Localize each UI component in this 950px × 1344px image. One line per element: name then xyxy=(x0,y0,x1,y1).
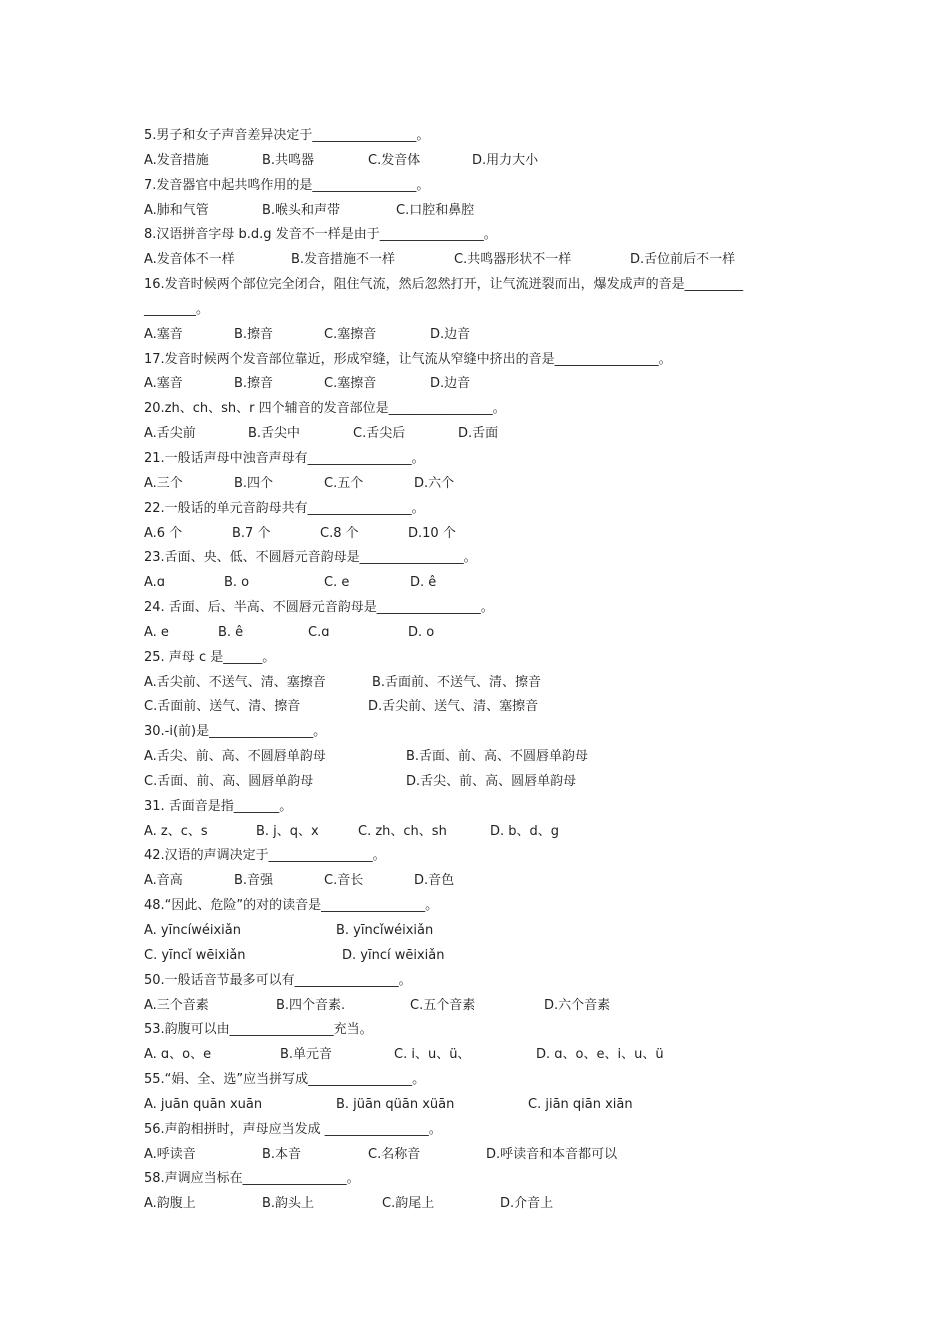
answer-option: A.6 个 xyxy=(144,525,183,541)
answer-option: A.音高 xyxy=(144,873,183,889)
question-text: 5.男子和女子声音差异决定于________________。 xyxy=(144,128,430,143)
answer-option: B.舌面前、不送气、清、擦音 xyxy=(372,674,542,690)
answer-option: C. i、u、ü、 xyxy=(394,1047,471,1063)
question-text: 20.zh、ch、sh、r 四个辅音的发音部位是________________。 xyxy=(144,401,506,417)
answer-option: A.发音体不一样 xyxy=(144,252,235,268)
answer-option: A. e xyxy=(144,624,169,640)
question-text: 17.发音时候两个发音部位靠近，形成窄缝，让气流从窄缝中挤出的音是________________。 xyxy=(144,351,672,367)
answer-options xyxy=(144,571,824,596)
answer-options xyxy=(144,944,824,969)
answer-option: D. yīncí wēixiǎn xyxy=(342,947,445,963)
answer-options xyxy=(144,472,824,497)
question-text: 21.一般话声母中浊音声母有________________。 xyxy=(144,450,425,466)
answer-option: D.边音 xyxy=(430,376,471,392)
answer-options xyxy=(144,994,824,1019)
answer-options xyxy=(144,621,824,646)
answer-options xyxy=(144,770,824,795)
answer-option: A.呼读音 xyxy=(144,1146,196,1162)
answer-option: B.擦音 xyxy=(234,376,274,392)
answer-options xyxy=(144,1192,824,1217)
answer-option: D.音色 xyxy=(414,873,455,889)
answer-option: B.喉头和声带 xyxy=(262,202,341,218)
answer-option: B.音强 xyxy=(234,873,274,889)
question-text: 8.汉语拼音字母 b.d.g 发音不一样是由于________________。 xyxy=(144,227,497,243)
answer-option: D.介音上 xyxy=(500,1196,554,1212)
answer-option: C.ɑ xyxy=(308,624,330,640)
question-continuation: ________。 xyxy=(144,301,210,317)
answer-options xyxy=(144,248,824,273)
answer-option: D.舌面 xyxy=(458,426,499,442)
question-text: 22.一般话的单元音韵母共有________________。 xyxy=(144,500,425,516)
question-text: 48.“因此、危险”的对的读音是________________。 xyxy=(144,898,439,914)
answer-option: D.10 个 xyxy=(408,525,456,541)
answer-option: C.8 个 xyxy=(320,525,359,541)
answer-option: B.舌尖中 xyxy=(248,426,301,442)
answer-option: D. ɑ、o、e、i、u、ü xyxy=(536,1047,664,1063)
question-text: 55.“娟、全、选”应当拼写成________________。 xyxy=(144,1072,426,1088)
answer-option: A.发音措施 xyxy=(144,152,209,168)
answer-option: D.六个 xyxy=(414,475,455,491)
answer-options xyxy=(144,199,824,224)
question-text: 56.声韵相拼时，声母应当发成 ________________。 xyxy=(144,1121,442,1137)
answer-option: A.ɑ xyxy=(144,575,166,591)
question-text: 7.发音器官中起共鸣作用的是________________。 xyxy=(144,177,430,193)
answer-option: B.韵头上 xyxy=(262,1196,315,1212)
answer-option: B.发音措施不一样 xyxy=(291,252,396,268)
answer-option: B. j、q、x xyxy=(256,823,319,839)
answer-option: D.舌位前后不一样 xyxy=(630,252,736,268)
question-text: 30.-i(前)是________________。 xyxy=(144,724,327,740)
answer-option: C.共鸣器形状不一样 xyxy=(454,252,572,268)
answer-options xyxy=(144,919,824,944)
question-text: 16.发音时候两个部位完全闭合，阻住气流，然后忽然打开，让气流迸裂而出，爆发成声的音是_________ xyxy=(144,277,744,293)
answer-options xyxy=(144,372,824,397)
answer-option: A.三个音素 xyxy=(144,997,209,1013)
answer-option: C.韵尾上 xyxy=(382,1196,435,1212)
answer-options xyxy=(144,1043,824,1068)
answer-option: D.六个音素 xyxy=(544,997,611,1013)
question-text: 42.汉语的声调决定于________________。 xyxy=(144,848,386,864)
answer-option: A.舌尖前 xyxy=(144,426,196,442)
answer-option: C.名称音 xyxy=(368,1146,421,1162)
question-text: 53.韵腹可以由________________充当。 xyxy=(144,1022,373,1038)
question-text: 50.一般话音节最多可以有________________。 xyxy=(144,972,412,988)
answer-options xyxy=(144,745,824,770)
answer-option: B.四个 xyxy=(234,475,274,491)
answer-option: A. z、c、s xyxy=(144,823,208,839)
answer-option: C.五个音素 xyxy=(410,997,476,1013)
answer-option: C.塞擦音 xyxy=(324,326,377,342)
answer-option: B.舌面、前、高、不圆唇单韵母 xyxy=(406,749,589,765)
question-text: 24. 舌面、后、半高、不圆唇元音韵母是________________。 xyxy=(144,600,494,616)
answer-option: A. ɑ、o、e xyxy=(144,1047,212,1063)
answer-option: A.肺和气管 xyxy=(144,202,209,218)
answer-option: C.舌尖后 xyxy=(353,426,406,442)
answer-options xyxy=(144,869,824,894)
answer-option: C.舌面、前、高、圆唇单韵母 xyxy=(144,773,314,789)
answer-option: C.舌面前、送气、清、擦音 xyxy=(144,699,301,715)
answer-option: C.塞擦音 xyxy=(324,376,377,392)
question-text: 23.舌面、央、低、不圆唇元音韵母是________________。 xyxy=(144,550,477,566)
question-text: 58.声调应当标在________________。 xyxy=(144,1171,360,1187)
answer-options xyxy=(144,695,824,720)
answer-option: A.舌尖前、不送气、清、塞擦音 xyxy=(144,674,326,690)
answer-option: D.呼读音和本音都可以 xyxy=(486,1146,618,1162)
answer-option: C.发音体 xyxy=(368,152,421,168)
answer-option: B.本音 xyxy=(262,1146,302,1162)
answer-option: D.边音 xyxy=(430,326,471,342)
answer-options xyxy=(144,1143,824,1168)
answer-option: C. yīncǐ wēixiǎn xyxy=(144,947,246,963)
quiz-document xyxy=(144,124,824,1217)
answer-option: A.三个 xyxy=(144,475,183,491)
answer-option: B. yīncǐwéixiǎn xyxy=(336,923,434,938)
answer-option: B.四个音素. xyxy=(276,997,346,1013)
answer-option: C.五个 xyxy=(324,475,364,491)
question-text: 25. 声母 c 是______。 xyxy=(144,649,276,665)
answer-option: A.韵腹上 xyxy=(144,1196,196,1212)
answer-options xyxy=(144,522,824,547)
answer-option: A. juān quān xuān xyxy=(144,1096,263,1112)
question-text: 31. 舌面音是指_______。 xyxy=(144,798,293,814)
answer-option: B.7 个 xyxy=(232,525,271,541)
answer-option: B. jüān qüān xüān xyxy=(336,1096,455,1112)
answer-option: B. o xyxy=(224,575,250,591)
answer-options xyxy=(144,422,824,447)
answer-option: B.单元音 xyxy=(280,1047,333,1063)
answer-option: C.音长 xyxy=(324,873,364,889)
answer-option: C.口腔和鼻腔 xyxy=(396,202,475,218)
answer-option: B.共鸣器 xyxy=(262,152,315,168)
answer-option: D.舌尖、前、高、圆唇单韵母 xyxy=(406,773,577,789)
answer-option: D. b、d、g xyxy=(490,823,560,839)
answer-options xyxy=(144,820,824,845)
answer-options xyxy=(144,1093,824,1118)
answer-option: A.塞音 xyxy=(144,376,183,392)
answer-option: A.舌尖、前、高、不圆唇单韵母 xyxy=(144,749,326,765)
answer-option: B. ê xyxy=(218,624,244,640)
answer-options xyxy=(144,149,824,174)
answer-option: C. zh、ch、sh xyxy=(358,823,447,839)
answer-option: D.用力大小 xyxy=(472,152,539,168)
answer-option: A.塞音 xyxy=(144,326,183,342)
answer-option: C. jiān qiān xiān xyxy=(528,1096,633,1112)
answer-option: A. yīncíwéixiǎn xyxy=(144,923,241,938)
answer-option: C. e xyxy=(324,575,350,591)
answer-option: D.舌尖前、送气、清、塞擦音 xyxy=(368,699,539,715)
answer-option: B.擦音 xyxy=(234,326,274,342)
answer-option: D. ê xyxy=(410,575,437,591)
answer-options xyxy=(144,671,824,696)
answer-option: D. o xyxy=(408,624,435,640)
answer-options xyxy=(144,323,824,348)
